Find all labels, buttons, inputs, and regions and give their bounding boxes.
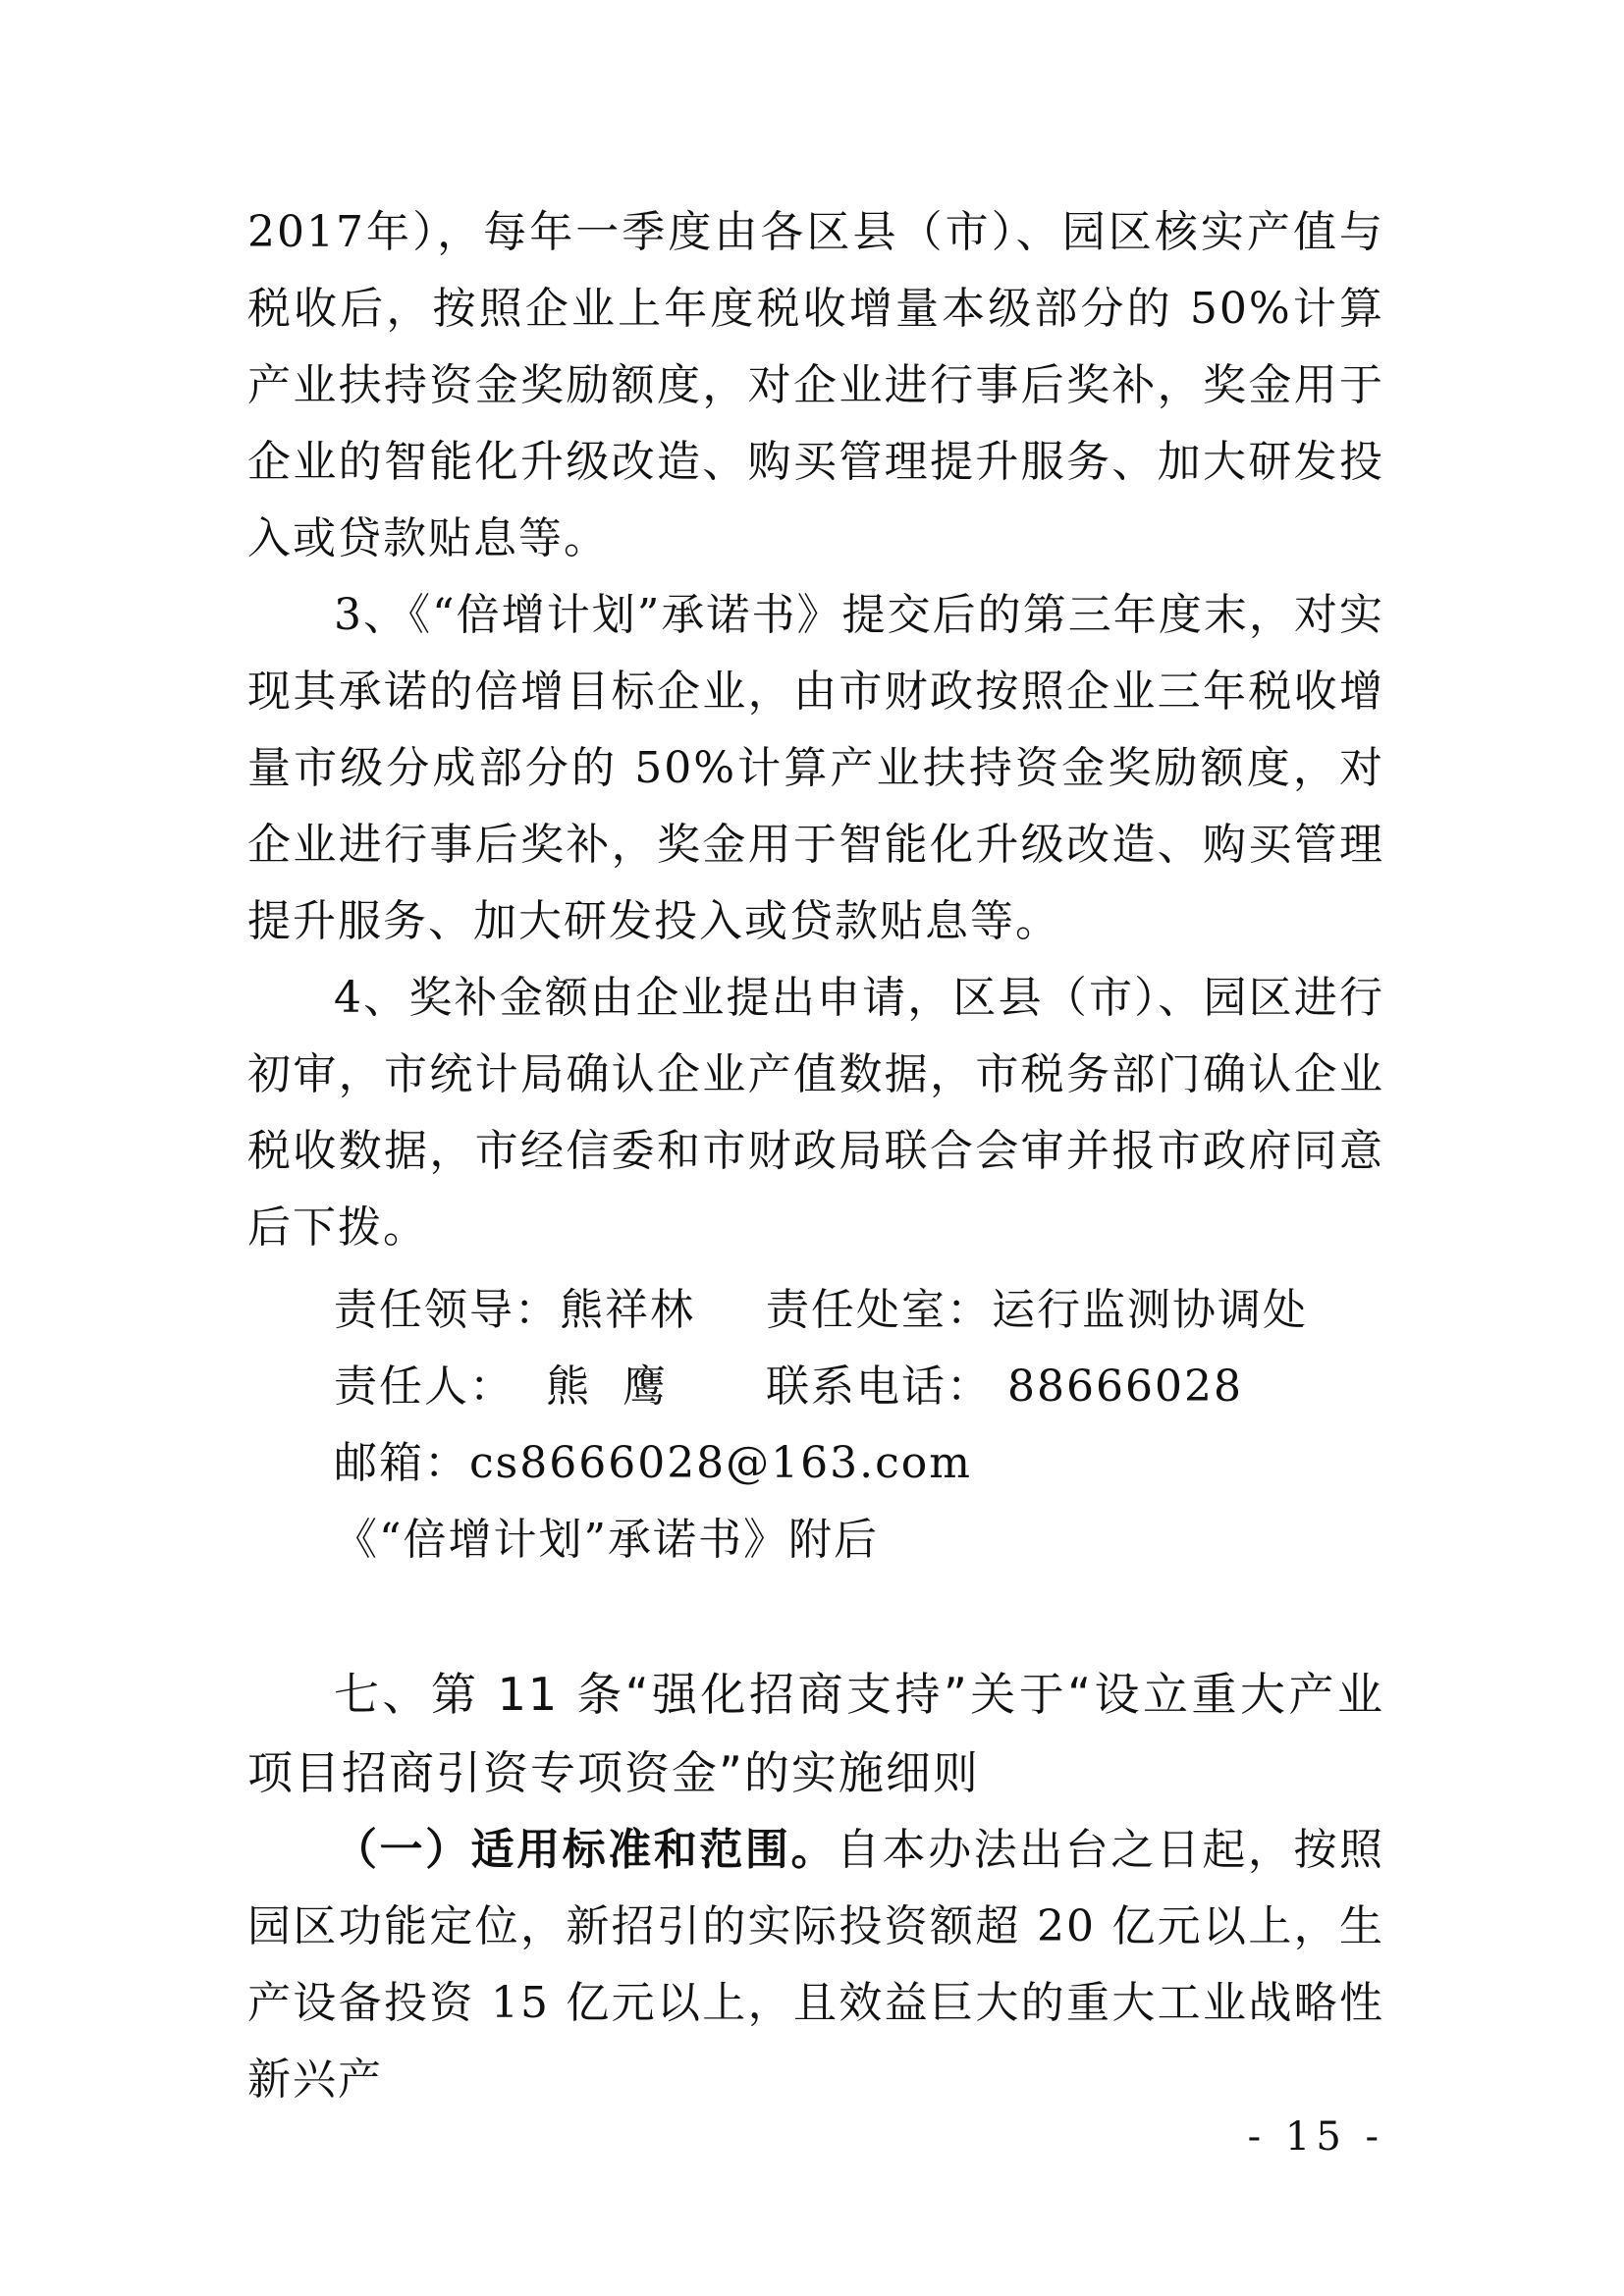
contact-row-person bbox=[334, 1349, 1308, 1425]
responsible-leader: 责任领导：熊祥林 bbox=[334, 1285, 695, 1335]
contact-row-attachment bbox=[334, 1502, 1308, 1578]
contact-block bbox=[334, 1272, 1308, 1578]
contact-row-leader bbox=[334, 1272, 1308, 1349]
sub-section-text: 自本办法出台之日起，按照园区功能定位，新招引的实际投资额超 20 亿元以上，生产设备投资 15 亿元以上，且效益巨大的重大工业战略性新兴产 bbox=[247, 1825, 1384, 2105]
page-number: - 15 - bbox=[1247, 2114, 1384, 2160]
section-heading: 七、第 11 条“强化招商支持”关于“设立重大产业项目招商引资专项资金”的实施细则 bbox=[247, 1668, 1384, 1799]
body-text-upper bbox=[247, 194, 1384, 1266]
sub-section-lead: （一）适用标准和范围。 bbox=[334, 1825, 837, 1875]
attachment-note: 《“倍增计划”承诺书》附后 bbox=[334, 1515, 879, 1565]
paragraph-item-3: 3、《“倍增计划”承诺书》提交后的第三年度末，对实现其承诺的倍增目标企业，由市财政按照企业三年税收增量市级分成部分的 50%计算产业扶持资金奖励额度，对企业进行事后奖补，奖金用于智能化升级改造、购买管理提升服务、加大研发投入或贷款贴息等。 bbox=[247, 590, 1384, 946]
responsible-person: 责任人： 熊 鹰 bbox=[334, 1362, 668, 1412]
responsible-office: 责任处室：运行监测协调处 bbox=[766, 1285, 1308, 1335]
contact-phone: 联系电话： 88666028 bbox=[766, 1362, 1243, 1412]
sub-section-paragraph bbox=[247, 1812, 1384, 2118]
contact-row-email bbox=[334, 1425, 1308, 1502]
body-text-lower bbox=[247, 1812, 1384, 2118]
contact-email: 邮箱：cs8666028@163.com bbox=[334, 1438, 973, 1488]
paragraph-continuation: 2017年），每年一季度由各区县（市）、园区核实产值与税收后，按照企业上年度税收增量本级部分的 50%计算产业扶持资金奖励额度，对企业进行事后奖补，奖金用于企业的智能化升级改造、购买管理提升服务、加大研发投入或贷款贴息等。 bbox=[247, 207, 1384, 563]
paragraph-item-4: 4、奖补金额由企业提出申请，区县（市）、园区进行初审，市统计局确认企业产值数据，市税务部门确认企业税收数据，市经信委和市财政局联合会审并报市政府同意后下拨。 bbox=[247, 973, 1384, 1253]
